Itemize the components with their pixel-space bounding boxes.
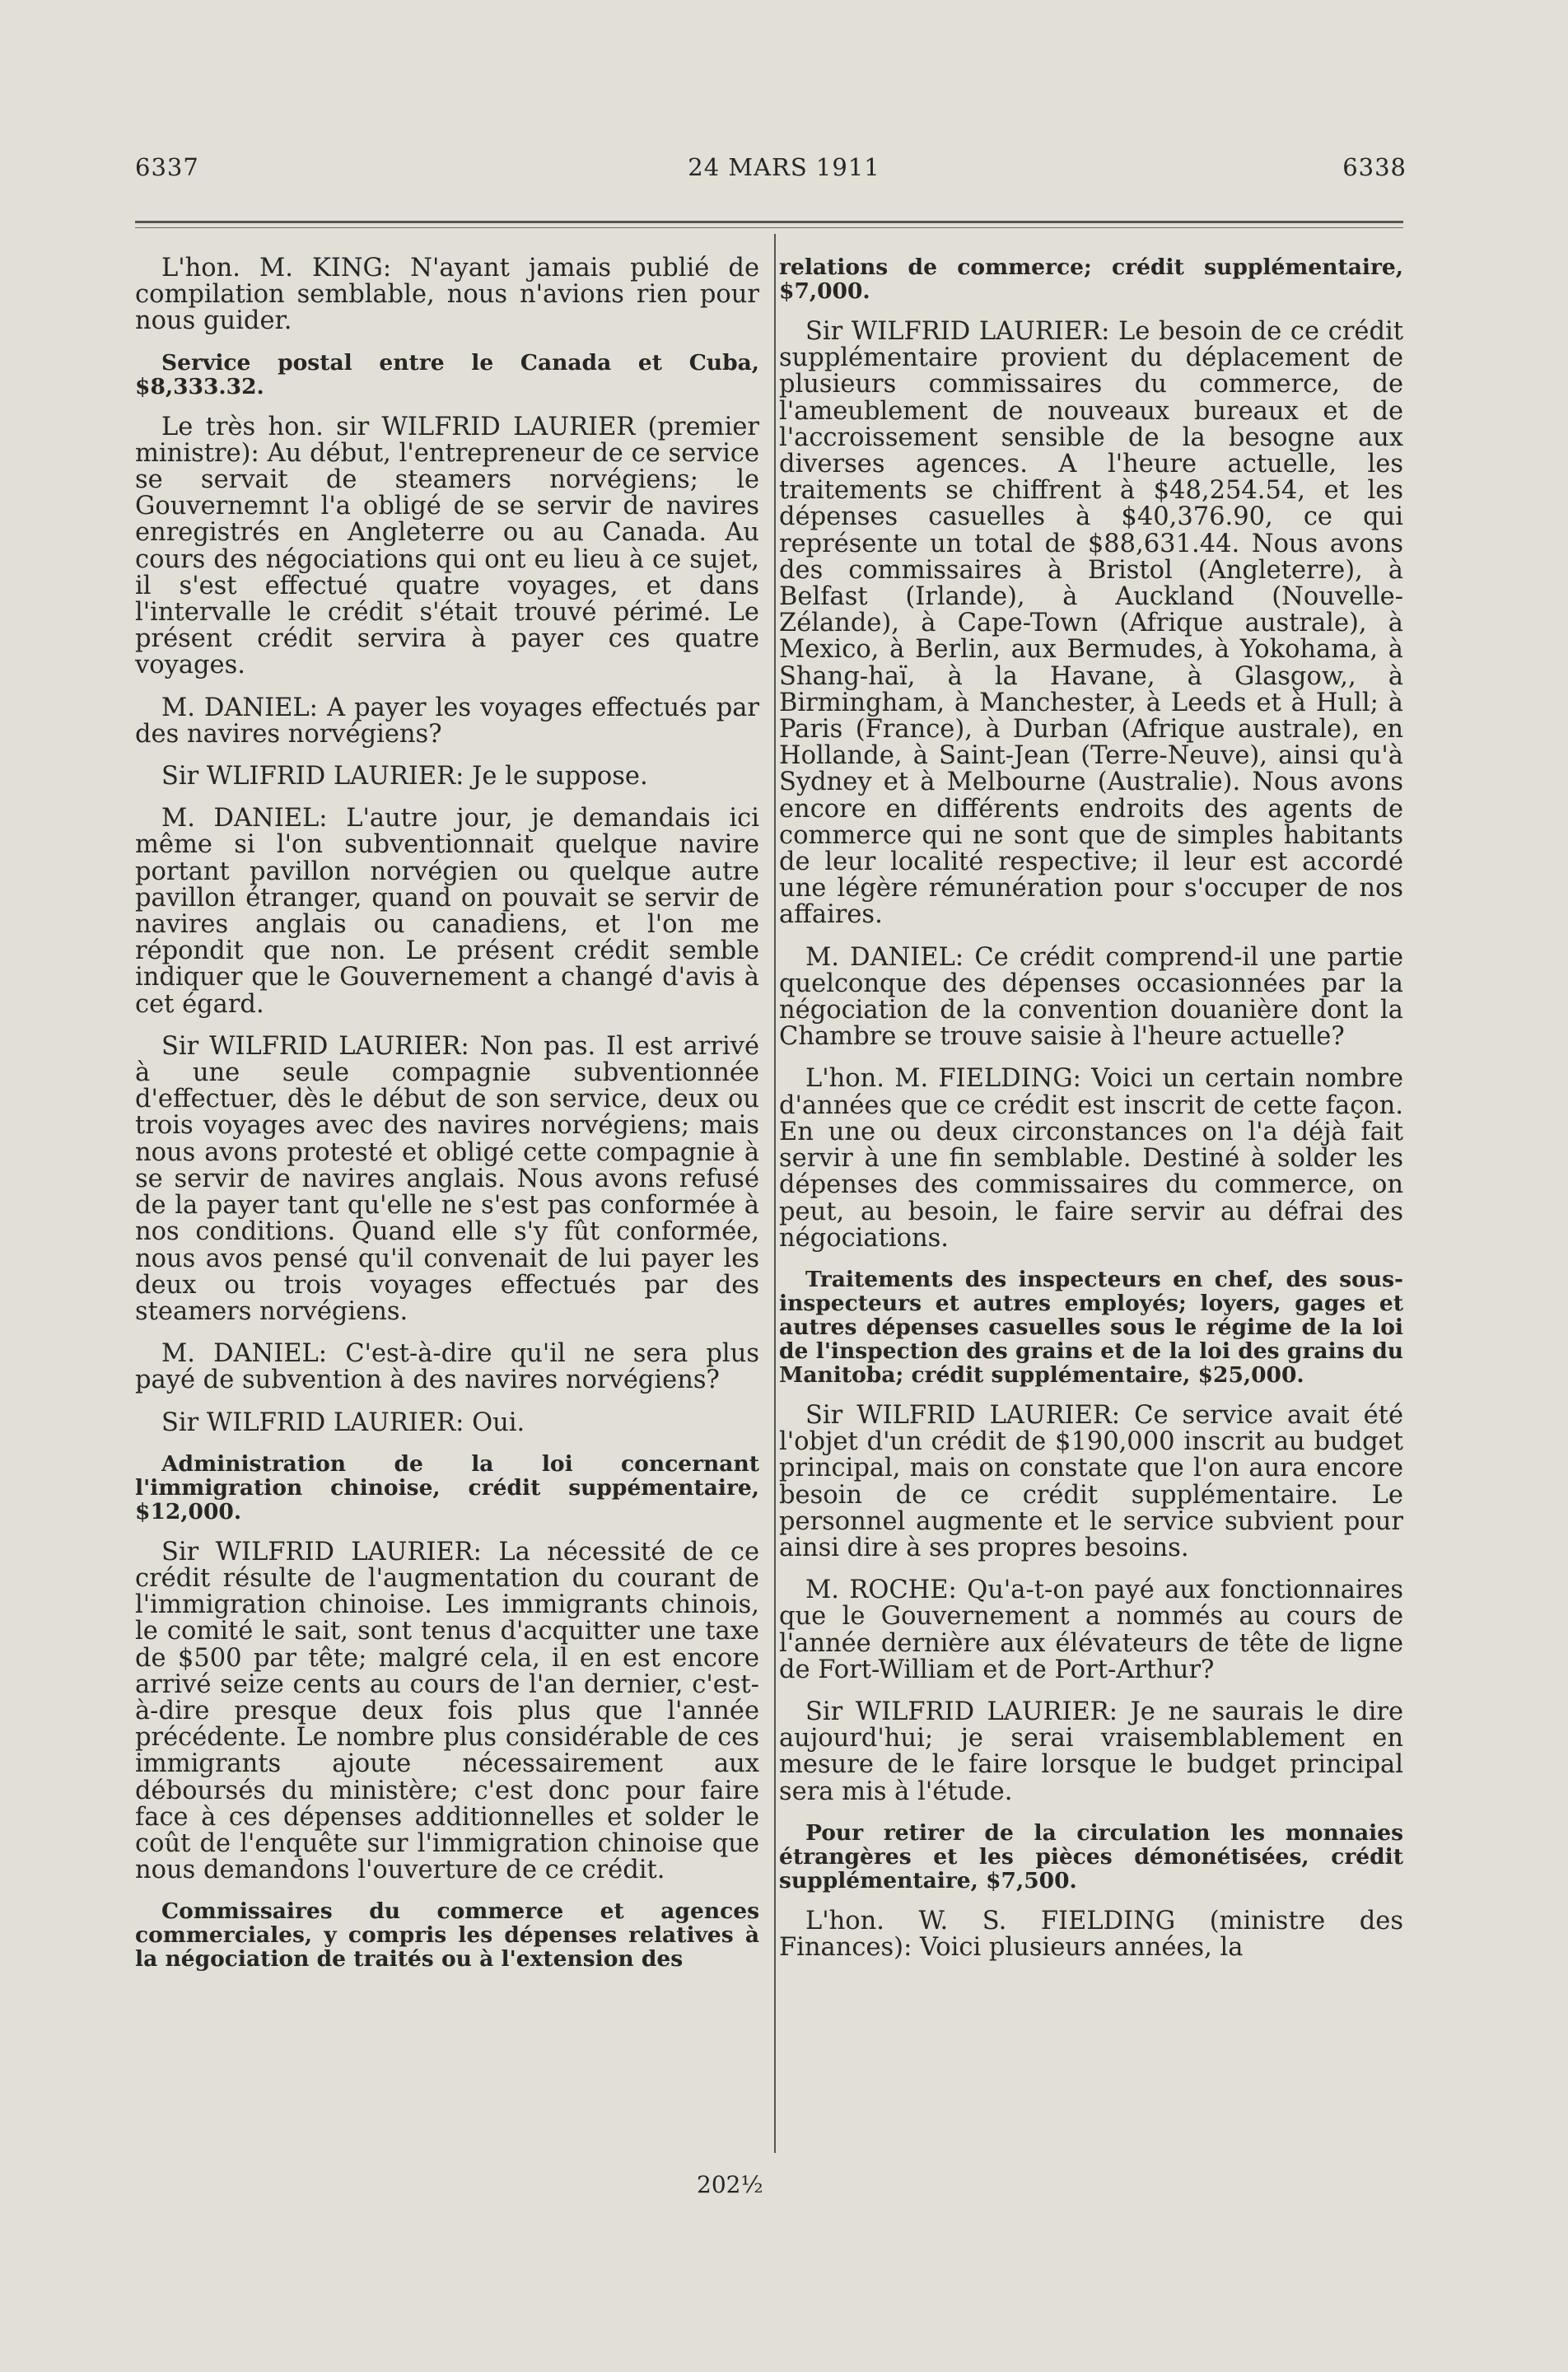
paragraph: Sir WILFRID LAURIER: Je ne saurais le dire aujourd'hui; je serai vraisemblablement en mesure de le faire lorsque le budget principal sera mis à l'étude. bbox=[779, 1697, 1403, 1806]
page-number-left: 6337 bbox=[135, 153, 199, 181]
paragraph: L'hon. M. KING: N'ayant jamais publié de compilation semblable, nous n'avions rien pour nous guider. bbox=[135, 254, 759, 336]
paragraph: Sir WILFRID LAURIER: La nécessité de ce crédit résulte de l'augmentation du courant de l'immigration chinoise. Les immigrants chinois, le comité le sait, sont tenus d'acquitter une taxe de $500 par tête; malgré cela, il en est encore arrivé seize cents au cours de l'an dernier, c'est-à-dire presque deux fois plus que l'année précédente. Le nombre plus considérable de ces immigrants ajoute nécessairement aux déboursés du ministère; c'est donc pour faire face à ces dépenses additionnelles et solder le coût de l'enquête sur l'immigration chinoise que nous demandons l'ouverture de ce crédit. bbox=[135, 1537, 759, 1885]
paragraph: M. DANIEL: C'est-à-dire qu'il ne sera plus payé de subvention à des navires norvégiens? bbox=[135, 1339, 759, 1395]
header-rule bbox=[135, 221, 1403, 223]
header-rule-thin bbox=[135, 227, 1403, 228]
rubric-heading: relations de commerce; crédit supplémentaire, $7,000. bbox=[779, 254, 1403, 304]
paragraph: Sir WLIFRID LAURIER: Je le suppose. bbox=[161, 762, 648, 791]
signature-mark: 202½ bbox=[697, 2171, 763, 2198]
rubric-heading: Administration de la loi concernant l'immigration chinoise, crédit suppémentaire, $12,000. bbox=[135, 1450, 759, 1525]
paragraph: Sir WILFRID LAURIER: Ce service avait été l'objet d'un crédit de $190,000 inscrit au budget principal, mais on constate que l'on aura encore besoin de ce crédit supplémentaire. Le personnel augmente et le service subvient pour ainsi dire à ses propres besoins. bbox=[779, 1400, 1403, 1562]
rubric-heading: Service postal entre le Canada et Cuba, $8,333.32. bbox=[135, 349, 759, 399]
rubric-heading: Traitements des inspecteurs en chef, des sous-inspecteurs et autres employés; loyers, gages et autres dépenses casuelles sous le régime de la loi de l'inspection des grains et de la loi des grains du Manitoba; crédit supplémentaire, $25,000. bbox=[779, 1266, 1403, 1388]
left-column bbox=[135, 255, 759, 1987]
paragraph: M. DANIEL: Ce crédit comprend-il une partie quelconque des dépenses occasionnées par la négociation de la convention douanière dont la Chambre se trouve saisie à l'heure actuelle? bbox=[779, 942, 1403, 1052]
paragraph: M. DANIEL: A payer les voyages effectués par des navires norvégiens? bbox=[135, 693, 759, 749]
paragraph: L'hon. M. FIELDING: Voici un certain nombre d'années que ce crédit est inscrit de cette façon. En une ou deux circonstances on l'a déjà fait servir à une fin semblable. Destiné à solder les dépenses des commissaires du commerce, on peut, au besoin, le faire servir au défrai des négociations. bbox=[779, 1064, 1403, 1253]
paragraph: Le très hon. sir WILFRID LAURIER (premier ministre): Au début, l'entrepreneur de ce service se servait de steamers norvégiens; le Gouvernemnt l'a obligé de se servir de navires enregistrés en Angleterre ou au Canada. Au cours des négociations qui ont eu lieu à ce sujet, il s'est effectué quatre voyages, et dans l'intervalle le crédit s'était trouvé périmé. Le présent crédit servira à payer ces quatre voyages. bbox=[135, 412, 759, 680]
paragraph: Sir WILFRID LAURIER: Le besoin de ce crédit supplémentaire provient du déplacement de plusieurs commissaires du commerce, de l'ameublement de nouveaux bureaux et de l'accroissement sensible de la besogne aux diverses agences. A l'heure actuelle, les traitements se chiffrent à $48,254.54, et les dépenses casuelles à $40,376.90, ce qui représente un total de $88,631.44. Nous avons des commissaires à Bristol (Angleterre), à Belfast (Irlande), à Auckland (Nouvelle-Zélande), à Cape-Town (Afrique australe), à Mexico, à Berlin, aux Bermudes, à Yokohama, à Shang-haï, à la Havane, à Glasgow,, à Birmingham, à Manchester, à Leeds et à Hull; à Paris (France), à Durban (Afrique australe), en Hollande, à Saint-Jean (Terre-Neuve), ainsi qu'à Sydney et à Melbourne (Australie). Nous avons encore en différents endroits des agents de commerce qui ne sont que de simples habitants de leur localité respective; il leur est accordé une légère rémunération pour s'occuper de nos affaires. bbox=[779, 317, 1403, 930]
right-column bbox=[779, 255, 1403, 1977]
paragraph: Sir WILFRID LAURIER: Oui. bbox=[161, 1408, 525, 1437]
paragraph: Sir WILFRID LAURIER: Non pas. Il est arrivé à une seule compagnie subventionnée d'effectuer, dès le début de son service, deux ou trois voyages avec des navires norvégiens; mais nous avons protesté et obligé cette compagnie à se servir de navires anglais. Nous avons refusé de la payer tant qu'elle ne s'est pas conformée à nos conditions. Quand elle s'y fût conformée, nous avos pensé qu'il convenait de lui payer les deux ou trois voyages effectués par des steamers norvégiens. bbox=[135, 1031, 759, 1326]
paragraph: L'hon. W. S. FIELDING (ministre des Finances): Voici plusieurs années, la bbox=[779, 1906, 1403, 1962]
rubric-heading: Pour retirer de la circulation les monnaies étrangères et les pièces démonétisées, crédit supplémentaire, $7,500. bbox=[779, 1819, 1403, 1893]
paragraph: M. DANIEL: L'autre jour, je demandais ici même si l'on subventionnait quelque navire portant pavillon norvégien ou quelque autre pavillon étranger, quand on pouvait se servir de navires anglais ou canadiens, et l'on me répondit que non. Le présent crédit semble indiquer que le Gouvernement a changé d'avis à cet égard. bbox=[135, 804, 759, 1019]
column-divider bbox=[774, 234, 776, 2153]
rubric-heading: Commissaires du commerce et agences commerciales, y compris les dépenses relatives à la négociation de traités ou à l'extension des bbox=[135, 1898, 759, 1973]
page-date: 24 MARS 1911 bbox=[688, 153, 880, 181]
page-number-right: 6338 bbox=[1342, 153, 1407, 181]
paragraph: M. ROCHE: Qu'a-t-on payé aux fonctionnaires que le Gouvernement a nommés au cours de l'année dernière aux élévateurs de tête de ligne de Fort-William et de Port-Arthur? bbox=[779, 1576, 1403, 1684]
